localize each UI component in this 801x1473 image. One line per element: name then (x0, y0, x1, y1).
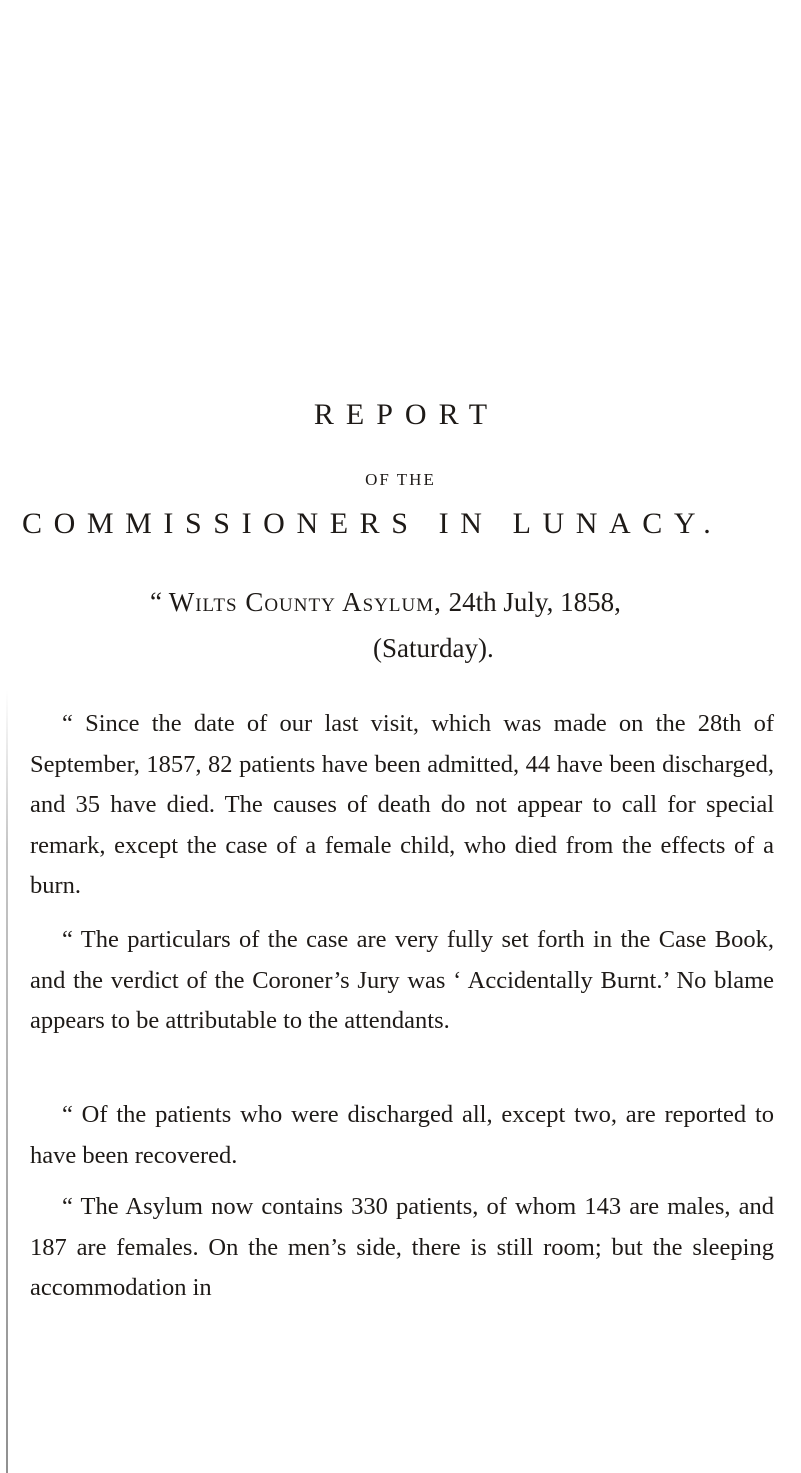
paragraph-case-particulars (30, 920, 774, 1042)
paragraph-discharged (30, 1095, 774, 1176)
commissioners-heading: COMMISSIONERS IN LUNACY. (22, 507, 723, 540)
dateline-open-quote: “ (150, 587, 162, 617)
paragraph-asylum-contents (30, 1187, 774, 1309)
dateline (150, 584, 621, 620)
binding-edge-shadow (6, 690, 8, 1473)
paragraph-text: “ The particulars of the case are very fully set forth in the Case Book, and the verdict of the Coroner’s Jury was ‘ Accidentally Burnt.’ No blame appears to be attributable to the attendants. (30, 926, 774, 1034)
paragraph-text: “ The Asylum now contains 330 patients, of whom 143 are males, and 187 are females. On the men’s side, there is still room; but the sleeping accommodation in (30, 1193, 774, 1301)
of-the-subheading: OF THE (365, 470, 436, 489)
dateline-date: 24th July, 1858, (448, 587, 621, 617)
paragraph-visit-summary (30, 704, 774, 907)
dateline-place: Wilts County Asylum, (168, 587, 442, 617)
dateline-day: (Saturday). (373, 633, 494, 663)
paragraph-text: “ Of the patients who were discharged all, except two, are reported to have been recovered. (30, 1101, 774, 1169)
report-heading: REPORT (313, 398, 500, 431)
paragraph-text: “ Since the date of our last visit, which was made on the 28th of September, 1857, 82 patients have been admitted, 44 have been discharged, and 35 have died. The causes of death do not appear to call for special remark, except the case of a female child, who died from the effects of a burn. (30, 710, 774, 899)
